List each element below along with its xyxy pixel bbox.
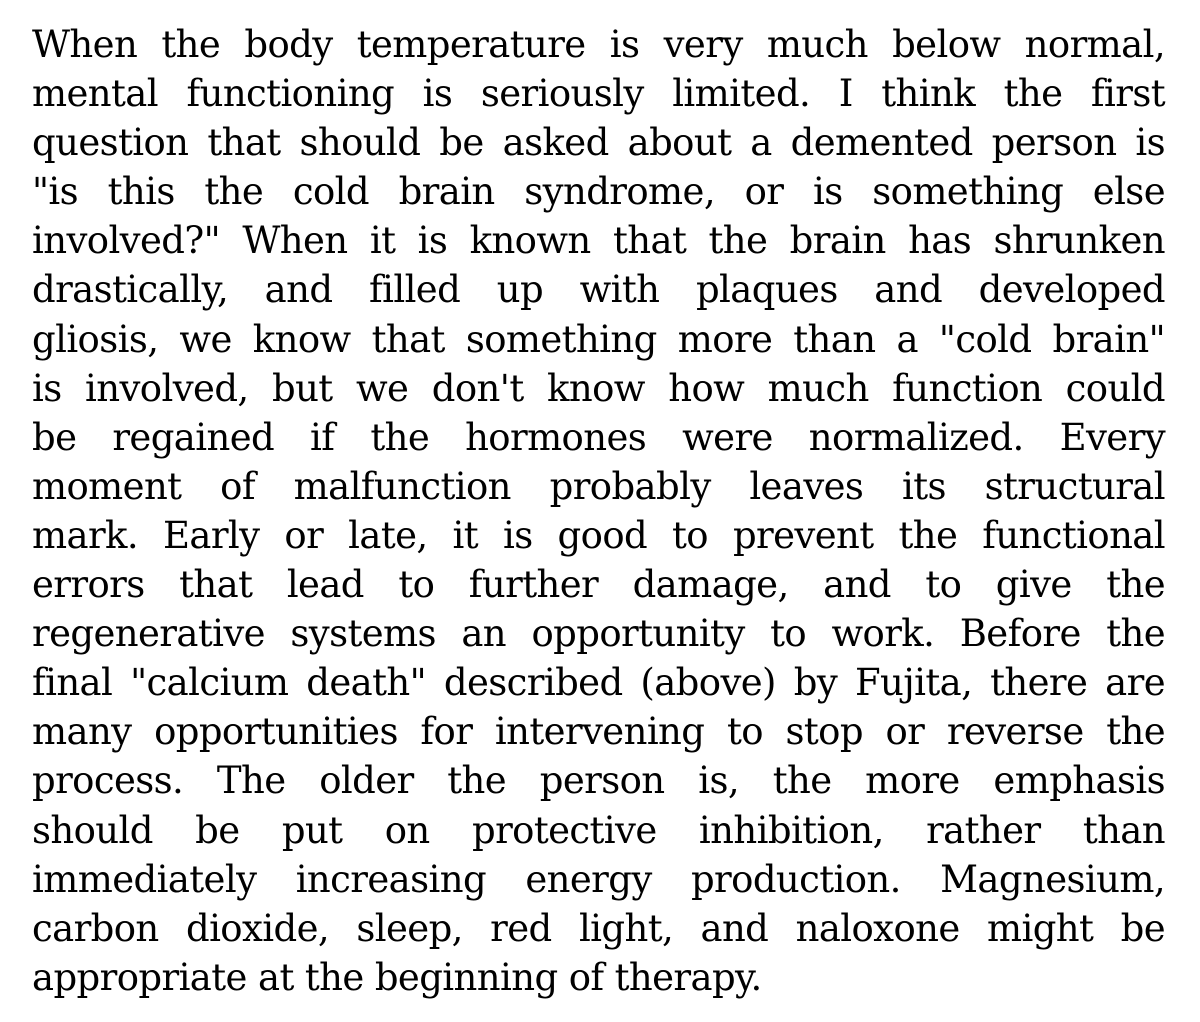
paragraph-line: question that should be asked about a demented person is [32,121,1165,165]
body-paragraph [32,20,1165,1002]
paragraph-line: mental functioning is seriously limited. I think the first [32,72,1165,116]
paragraph-last-line: appropriate at the beginning of therapy. [32,955,762,999]
paragraph-line: final "calcium death" described (above) by Fujita, there are [32,661,1165,705]
paragraph-line: many opportunities for intervening to stop or reverse the [32,710,1165,754]
paragraph-line: is involved, but we don't know how much function could [32,366,1165,410]
paragraph-line: "is this the cold brain syndrome, or is something else [32,170,1165,214]
paragraph-line: moment of malfunction probably leaves its structural [32,464,1165,508]
paragraph-line: process. The older the person is, the more emphasis [32,759,1165,803]
paragraph-line: drastically, and filled up with plaques and developed [32,268,1165,312]
paragraph-line: mark. Early or late, it is good to prevent the functional [32,513,1165,557]
paragraph-line: involved?" When it is known that the brain has shrunken [32,219,1165,263]
document-page [32,20,1165,1002]
paragraph-line: When the body temperature is very much below normal, [32,23,1165,66]
paragraph-line: carbon dioxide, sleep, red light, and naloxone might be [32,906,1165,950]
paragraph-line: errors that lead to further damage, and to give the [32,563,1165,607]
paragraph-line: should be put on protective inhibition, rather than [32,808,1165,852]
paragraph-line: regenerative systems an opportunity to work. Before the [32,612,1165,656]
paragraph-line: be regained if the hormones were normalized. Every [32,415,1165,459]
paragraph-line: immediately increasing energy production. Magnesium, [32,857,1165,901]
paragraph-line: gliosis, we know that something more than a "cold brain" [32,317,1165,361]
